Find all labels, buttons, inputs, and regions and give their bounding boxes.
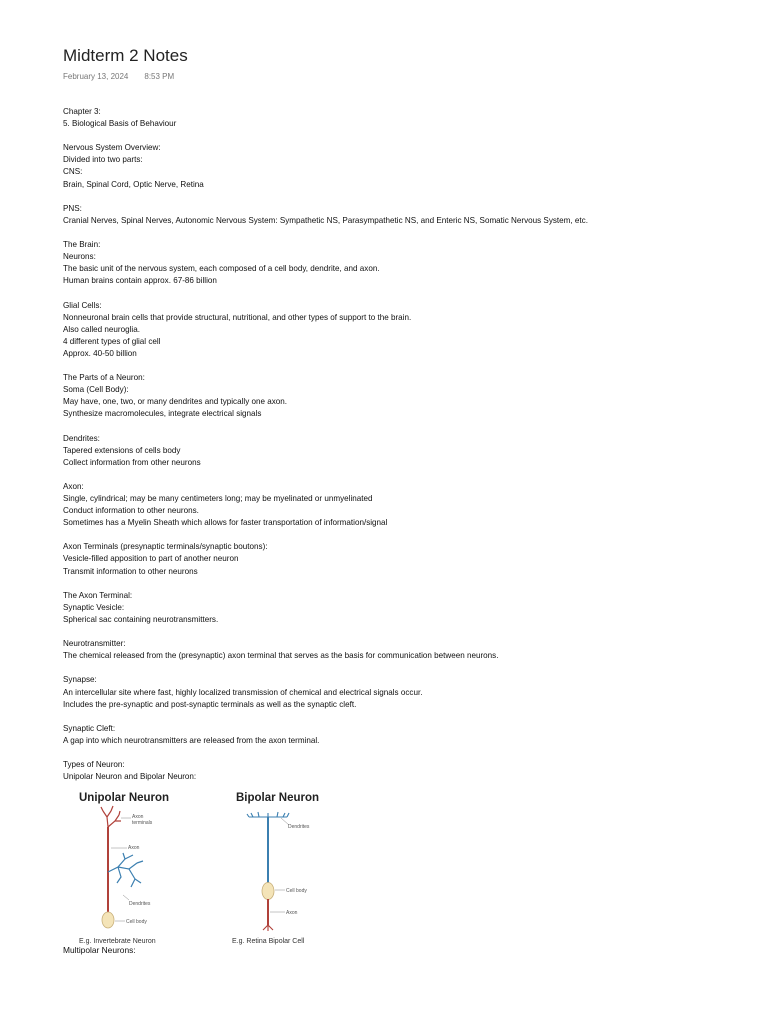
blank-line bbox=[63, 747, 753, 759]
note-line: Synaptic Vesicle: bbox=[63, 602, 125, 612]
blank-line bbox=[63, 662, 753, 674]
blank-line bbox=[63, 287, 753, 299]
unipolar-heading: Unipolar Neuron bbox=[79, 792, 170, 804]
note-line: CNS: bbox=[63, 167, 83, 177]
bipolar-neuron-drawing bbox=[247, 812, 289, 931]
blank-line bbox=[63, 420, 753, 432]
note-line: Glial Cells: bbox=[63, 300, 102, 310]
note-meta bbox=[63, 72, 174, 81]
note-line: Soma (Cell Body): bbox=[63, 385, 129, 395]
note-line: PNS: bbox=[63, 203, 82, 213]
bipolar-label-cell-body: Cell body bbox=[286, 888, 307, 894]
blank-line bbox=[63, 469, 753, 481]
blank-line bbox=[63, 191, 753, 203]
note-line: Conduct information to other neurons. bbox=[63, 506, 199, 516]
bipolar-label-dendrites: Dendrites bbox=[288, 824, 310, 830]
multipolar-heading: Multipolar Neurons: bbox=[63, 945, 136, 955]
blank-line bbox=[63, 578, 753, 590]
note-line: An intercellular site where fast, highly localized transmission of chemical and electrical signals occur. bbox=[63, 687, 423, 697]
blank-line bbox=[63, 360, 753, 372]
note-line: Axon Terminals (presynaptic terminals/synaptic boutons): bbox=[63, 542, 268, 552]
note-line: Human brains contain approx. 67-86 billion bbox=[63, 276, 217, 286]
unipolar-label-axon: Axon bbox=[128, 845, 140, 851]
neuron-figure bbox=[63, 787, 353, 947]
blank-line bbox=[63, 529, 753, 541]
note-line: Collect information from other neurons bbox=[63, 457, 201, 467]
note-line: Vesicle-filled apposition to part of another neuron bbox=[63, 554, 239, 564]
note-line: Single, cylindrical; may be many centimeters long; may be myelinated or unmyelinated bbox=[63, 494, 373, 503]
note-line: Synapse: bbox=[63, 675, 97, 685]
note-line: Spherical sac containing neurotransmitters. bbox=[63, 614, 219, 624]
note-line: A gap into which neurotransmitters are released from the axon terminal. bbox=[63, 735, 320, 745]
bipolar-label-axon: Axon bbox=[286, 910, 298, 916]
note-line: 5. Biological Basis of Behaviour bbox=[63, 119, 177, 129]
note-line: Nervous System Overview: bbox=[63, 143, 161, 153]
note-line: Transmit information to other neurons bbox=[63, 566, 198, 576]
note-line: Cranial Nerves, Spinal Nerves, Autonomic Nervous System: Sympathetic NS, Parasympathetic NS, and Enteric NS, Somatic Nervous System, etc. bbox=[63, 215, 588, 225]
unipolar-label-dendrites: Dendrites bbox=[129, 901, 151, 907]
blank-line bbox=[63, 626, 753, 638]
note-line: Also called neuroglia. bbox=[63, 324, 140, 334]
note-line: Dendrites: bbox=[63, 433, 100, 443]
note-line: The basic unit of the nervous system, each composed of a cell body, dendrite, and axon. bbox=[63, 264, 380, 274]
note-line: Sometimes has a Myelin Sheath which allows for faster transportation of information/signal bbox=[63, 518, 388, 528]
note-line: Unipolar Neuron and Bipolar Neuron: bbox=[63, 772, 197, 782]
note-line: Chapter 3: bbox=[63, 107, 101, 116]
unipolar-label-cell-body: Cell body bbox=[126, 919, 147, 925]
note-line: Nonneuronal brain cells that provide structural, nutritional, and other types of support to the brain. bbox=[63, 312, 412, 322]
note-time: 8:53 PM bbox=[144, 72, 175, 81]
note-line: Brain, Spinal Cord, Optic Nerve, Retina bbox=[63, 179, 204, 189]
note-line: Tapered extensions of cells body bbox=[63, 445, 181, 455]
unipolar-label-axon-terminals: Axon bbox=[132, 814, 144, 820]
unipolar-caption: E.g. Invertebrate Neuron bbox=[79, 938, 156, 945]
note-line: Divided into two parts: bbox=[63, 155, 143, 165]
bipolar-caption: E.g. Retina Bipolar Cell bbox=[232, 938, 305, 945]
note-line: Axon: bbox=[63, 481, 84, 491]
note-line: The Parts of a Neuron: bbox=[63, 373, 145, 383]
blank-line bbox=[63, 227, 753, 239]
note-line: Includes the pre-synaptic and post-synaptic terminals as well as the synaptic cleft. bbox=[63, 699, 357, 709]
note-line: Synaptic Cleft: bbox=[63, 723, 116, 733]
note-date: February 13, 2024 bbox=[63, 72, 129, 81]
note-line: Neurons: bbox=[63, 252, 96, 262]
note-body bbox=[63, 106, 753, 783]
note-line: Types of Neuron: bbox=[63, 760, 125, 770]
note-line: May have, one, two, or many dendrites and typically one axon. bbox=[63, 397, 288, 407]
note-line: The chemical released from the (presynaptic) axon terminal that serves as the basis for communication between neurons. bbox=[63, 651, 499, 661]
note-line: Neurotransmitter: bbox=[63, 639, 126, 649]
note-title: Midterm 2 Notes bbox=[63, 46, 188, 65]
note-line: The Axon Terminal: bbox=[63, 590, 133, 600]
blank-line bbox=[63, 711, 753, 723]
unipolar-label-axon-terminals-2: terminals bbox=[132, 820, 153, 826]
note-line: The Brain: bbox=[63, 240, 101, 250]
note-line: Approx. 40-50 billion bbox=[63, 348, 137, 358]
bipolar-heading: Bipolar Neuron bbox=[236, 792, 320, 804]
note-line: Synthesize macromolecules, integrate electrical signals bbox=[63, 409, 262, 419]
blank-line bbox=[63, 130, 753, 142]
note-line: 4 different types of glial cell bbox=[63, 336, 161, 346]
